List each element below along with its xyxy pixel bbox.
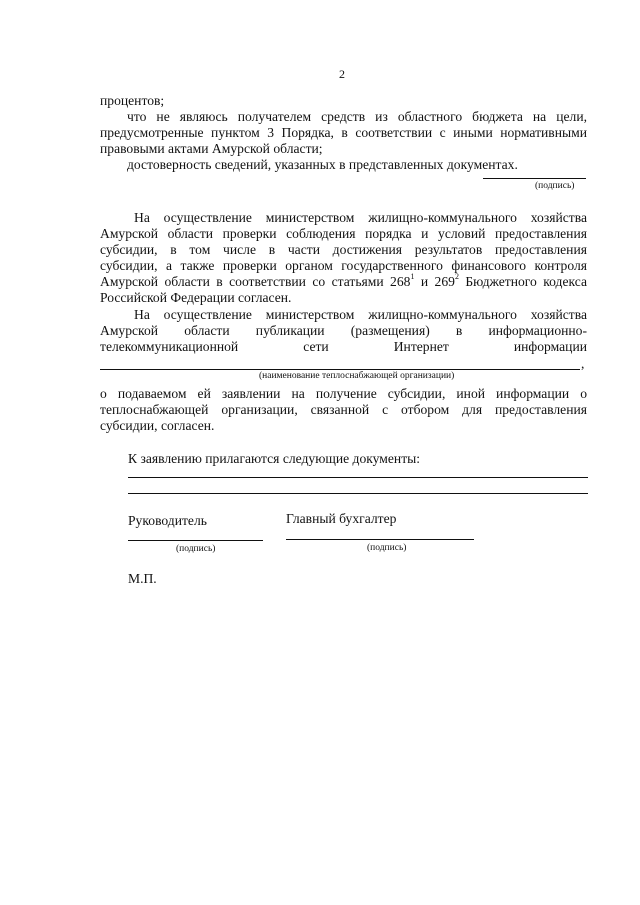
consent1-line5-mid: и 269 [414,274,455,289]
consent1-line2: Амурской области проверки соблюдения порядка и условий предоставления [100,226,587,241]
consent2-after-line1: о подаваемом ей заявлении на получение субсидии, иной информации о [100,386,587,401]
intro-para1-line1: что не являюсь получателем средств из областного бюджета на цели, [127,109,587,124]
consent2-line2: Амурской области публикации (размещения) в информационно- [100,323,587,338]
head-signature-line [128,540,263,541]
accountant-label: Главный бухгалтер [286,511,397,526]
consent1-line1: На осуществление министерством жилищно-коммунального хозяйства [134,210,587,225]
footnote-sup-2: 2 [454,272,459,282]
intro-procentov: процентов; [100,93,165,108]
signature-caption-top: (подпись) [535,181,575,191]
signature-line-top [483,178,586,179]
accountant-signature-caption: (подпись) [367,543,407,553]
consent1-line6: Российской Федерации согласен. [100,290,292,305]
intro-para1-line2: предусмотренные пунктом 3 Порядка, в соответствии с иными нормативными [100,125,587,140]
attachments-heading: К заявлению прилагаются следующие документы: [128,451,421,466]
consent1-line5-end: Бюджетного кодекса [458,274,587,289]
consent1-line3: субсидии, в том числе в части достижения результатов предоставления [100,242,587,257]
org-name-line [100,369,580,370]
consent2-after-line3: субсидии, согласен. [100,418,215,433]
consent1-line5 [100,274,587,290]
head-signature-caption: (подпись) [176,544,216,554]
page-number: 2 [339,67,345,81]
consent2-line1: На осуществление министерством жилищно-коммунального хозяйства [134,307,587,322]
head-label: Руководитель [128,513,207,528]
footnote-sup-1: 1 [410,272,415,282]
attachments-line-2 [128,493,588,494]
consent2-after-line2: теплоснабжающей организации, связанной с отбором для предоставления [100,402,587,417]
accountant-signature-line [286,539,474,540]
intro-para2: достоверность сведений, указанных в представленных документах. [127,157,518,172]
intro-para1-line3: правовыми актами Амурской области; [100,141,323,156]
stamp-place: М.П. [128,571,157,586]
attachments-line-1 [128,477,588,478]
org-name-caption: (наименование теплоснабжающей организации) [259,371,455,381]
consent1-line5-start: Амурской области в соответствии со статьями 268 [100,274,411,289]
org-name-comma: , [581,356,585,371]
consent1-line4: субсидии, а также проверки органом государственного финансового контроля [100,258,587,273]
consent2-line3: телекоммуникационной сети Интернет информации [100,339,587,354]
